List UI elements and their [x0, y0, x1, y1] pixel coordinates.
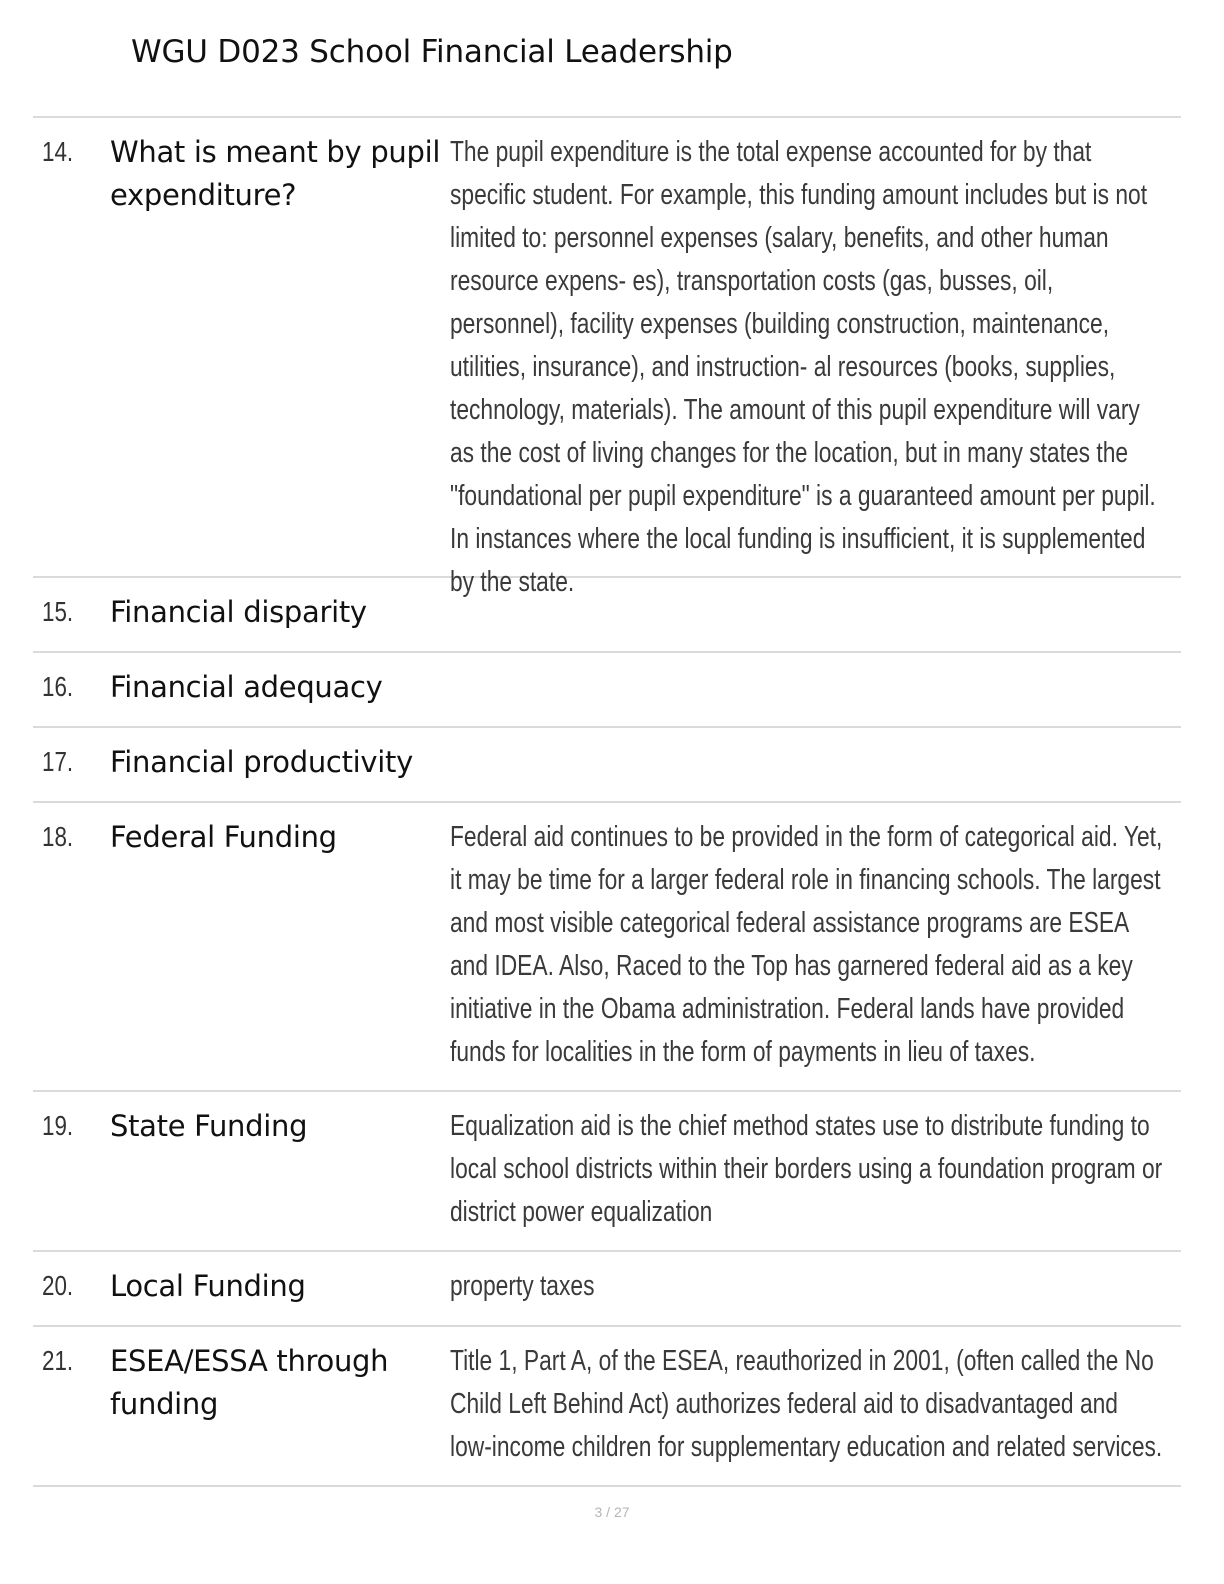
row-term: ESEA/ESSA through funding [110, 1344, 389, 1421]
table-row [33, 728, 1181, 803]
table-row [33, 578, 1181, 653]
document-title: WGU D023 School Financial Leadership [131, 34, 733, 70]
row-definition: The pupil expenditure is the total expense accounted for by that specific student. For example, this funding amount includes but is not limited to: personnel expenses (salary, benefits, and other human resource expens- es), transportation costs (gas, busses, oil, personnel), facility expenses (building construction, maintenance, utilities, insurance), and instruction- al resources (books, supplies, technology, materials). The amount of this pupil expenditure will vary as the cost of living changes for the location, but in many states the "foundational per pupil expenditure" is a guaranteed amount per pupil. In instances where the local funding is insufficient, it is supplemented by the state. [450, 136, 1156, 598]
row-number: 20. [42, 1270, 74, 1301]
row-term: Federal Funding [110, 820, 337, 854]
table-row [33, 1092, 1181, 1252]
table-row [33, 1252, 1181, 1327]
row-term: Financial adequacy [110, 670, 383, 704]
row-term: Financial disparity [110, 595, 367, 629]
table-row [33, 118, 1181, 598]
row-term: What is meant by pupil expenditure? [110, 135, 441, 212]
row-definition: property taxes [450, 1270, 595, 1302]
row-number: 15. [42, 596, 74, 627]
row-definition: Federal aid continues to be provided in the form of categorical aid. Yet, it may be time for a larger federal role in financing schools. The largest and most visible categorical federal assistance programs are ESEA and IDEA. Also, Raced to the Top has garnered federal aid as a key initiative in the Obama administration. Federal lands have provided funds for localities in the form of payments in lieu of taxes. [450, 821, 1163, 1068]
row-number: 18. [42, 821, 74, 852]
row-number: 21. [42, 1345, 74, 1376]
row-number: 17. [42, 746, 74, 777]
table-row [33, 653, 1181, 728]
page-indicator: 3 / 27 [594, 1504, 630, 1520]
flashcard-table [33, 116, 1181, 1487]
table-row [33, 803, 1181, 1092]
table-row [33, 1327, 1181, 1487]
row-term: Local Funding [110, 1269, 306, 1303]
row-number: 14. [42, 136, 74, 167]
row-definition: Equalization aid is the chief method states use to distribute funding to local school districts within their borders using a foundation program or district power equalization [450, 1110, 1163, 1228]
row-term: Financial productivity [110, 745, 413, 779]
row-number: 19. [42, 1110, 74, 1141]
row-number: 16. [42, 671, 74, 702]
row-definition: Title 1, Part A, of the ESEA, reauthorized in 2001, (often called the No Child Left Behind Act) authorizes federal aid to disadvantaged and low-income children for supplementary education and related services. [450, 1345, 1163, 1463]
row-term: State Funding [110, 1109, 308, 1143]
